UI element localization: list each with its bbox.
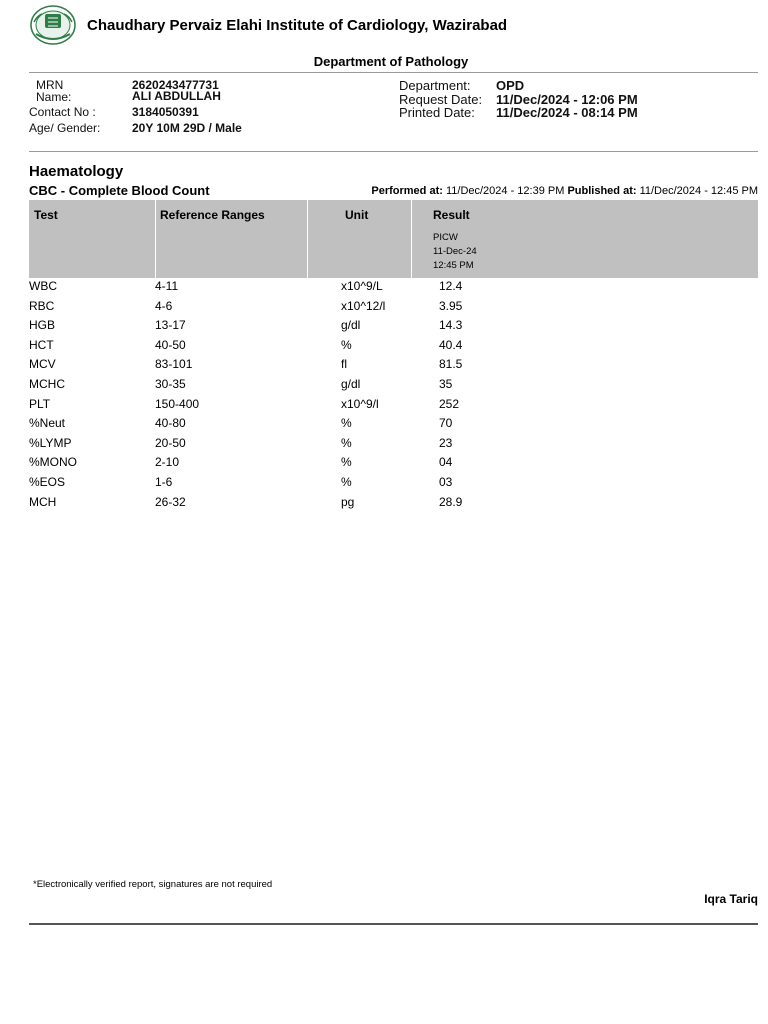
cell-result: 04 bbox=[439, 455, 453, 470]
contact-label: Contact No : bbox=[29, 105, 96, 119]
cell-result: 81.5 bbox=[439, 357, 463, 372]
cell-test: PLT bbox=[29, 396, 51, 411]
cell-reference-range: 83-101 bbox=[155, 357, 193, 372]
department-title: Department of Pathology bbox=[313, 54, 469, 69]
cell-unit: % bbox=[341, 337, 352, 352]
cell-test: %Neut bbox=[29, 416, 66, 431]
cell-unit: % bbox=[341, 455, 352, 470]
cell-reference-range: 26-32 bbox=[155, 494, 186, 509]
signed-by: Iqra Tariq bbox=[704, 892, 758, 906]
info-divider bbox=[29, 151, 758, 152]
column-divider bbox=[411, 200, 412, 278]
cell-reference-range: 30-35 bbox=[155, 377, 186, 391]
cell-test: %MONO bbox=[29, 455, 77, 470]
cell-reference-range: 20-50 bbox=[155, 435, 186, 450]
cell-result: 40.4 bbox=[439, 337, 463, 352]
result-date: 11-Dec-24 bbox=[433, 246, 477, 257]
cell-reference-range: 40-80 bbox=[155, 416, 186, 431]
cell-result: 3.95 bbox=[439, 298, 463, 313]
printed-date-value: 11/Dec/2024 - 08:14 PM bbox=[496, 105, 638, 120]
column-divider bbox=[307, 200, 308, 278]
cell-reference-range: 13-17 bbox=[155, 318, 186, 333]
cell-test: MCV bbox=[29, 357, 56, 372]
cell-unit: % bbox=[341, 435, 352, 450]
cell-unit: g/dl bbox=[341, 377, 361, 391]
cell-result: 23 bbox=[439, 435, 453, 450]
cell-test: MCH bbox=[29, 494, 57, 509]
patient-name: ALI ABDULLAH bbox=[132, 89, 221, 103]
cell-unit: g/dl bbox=[341, 318, 361, 333]
cell-test: RBC bbox=[29, 298, 55, 313]
cell-unit: pg bbox=[341, 494, 355, 509]
request-date-label: Request Date: bbox=[399, 92, 483, 107]
cell-test: MCHC bbox=[29, 377, 65, 391]
cell-unit: % bbox=[341, 475, 352, 489]
department-label: Department: bbox=[399, 78, 471, 93]
cell-unit: % bbox=[341, 416, 352, 431]
cell-reference-range: 150-400 bbox=[155, 396, 200, 411]
cell-test: WBC bbox=[29, 279, 57, 293]
cell-result: 28.9 bbox=[439, 494, 463, 509]
cell-result: 03 bbox=[439, 475, 453, 489]
test-title: CBC - Complete Blood Count bbox=[29, 183, 210, 198]
cell-reference-range: 1-6 bbox=[155, 475, 173, 489]
cell-reference-range: 2-10 bbox=[155, 455, 180, 470]
mrn-value: 2620243477731 bbox=[132, 78, 219, 92]
header-reference: Reference Ranges bbox=[160, 208, 265, 222]
header-test: Test bbox=[34, 208, 58, 222]
performed-label: Performed at: bbox=[371, 185, 443, 197]
age-gender-value: 20Y 10M 29D / Male bbox=[132, 121, 242, 135]
institute-logo bbox=[28, 4, 78, 44]
cell-unit: x10^9/l bbox=[341, 396, 379, 411]
institute-name: Chaudhary Pervaiz Elahi Institute of Cardiology, Wazirabad bbox=[87, 17, 508, 34]
cell-reference-range: 4-6 bbox=[155, 298, 173, 313]
result-time: 12:45 PM bbox=[433, 260, 474, 271]
published-label: Published at: bbox=[567, 185, 637, 197]
cell-reference-range: 4-11 bbox=[155, 279, 179, 293]
header-divider bbox=[29, 72, 758, 73]
cell-result: 252 bbox=[439, 396, 460, 411]
cell-result: 35 bbox=[439, 377, 453, 391]
cell-unit: x10^9/L bbox=[341, 279, 383, 293]
performed-at: 11/Dec/2024 - 12:39 PM bbox=[445, 185, 565, 197]
header-result: Result bbox=[433, 208, 470, 222]
printed-date-label: Printed Date: bbox=[399, 105, 475, 120]
cell-unit: x10^12/l bbox=[341, 298, 386, 313]
mrn-label: MRN bbox=[36, 78, 64, 92]
cell-reference-range: 40-50 bbox=[155, 337, 186, 352]
cell-test: HCT bbox=[29, 337, 54, 352]
cell-unit: fl bbox=[341, 357, 347, 372]
request-date-value: 11/Dec/2024 - 12:06 PM bbox=[496, 92, 638, 107]
footer-divider bbox=[29, 923, 758, 925]
results-table-header bbox=[29, 200, 758, 278]
header-unit: Unit bbox=[345, 208, 369, 222]
performed-published-line bbox=[371, 185, 758, 197]
published-at: 11/Dec/2024 - 12:45 PM bbox=[639, 185, 758, 197]
result-location: PICW bbox=[433, 232, 458, 243]
cell-test: HGB bbox=[29, 318, 56, 333]
cell-test: %LYMP bbox=[29, 435, 72, 450]
contact-value: 3184050391 bbox=[132, 105, 199, 119]
section-title: Haematology bbox=[29, 163, 124, 180]
cell-test: %EOS bbox=[29, 475, 66, 489]
column-divider bbox=[155, 200, 156, 278]
cell-result: 70 bbox=[439, 416, 453, 431]
name-label: Name: bbox=[36, 90, 72, 104]
cell-result: 12.4 bbox=[439, 279, 463, 293]
cell-result: 14.3 bbox=[439, 318, 463, 333]
department-value: OPD bbox=[496, 78, 525, 93]
verification-note: *Electronically verified report, signatures are not required bbox=[33, 879, 273, 890]
age-gender-label: Age/ Gender: bbox=[29, 121, 101, 135]
